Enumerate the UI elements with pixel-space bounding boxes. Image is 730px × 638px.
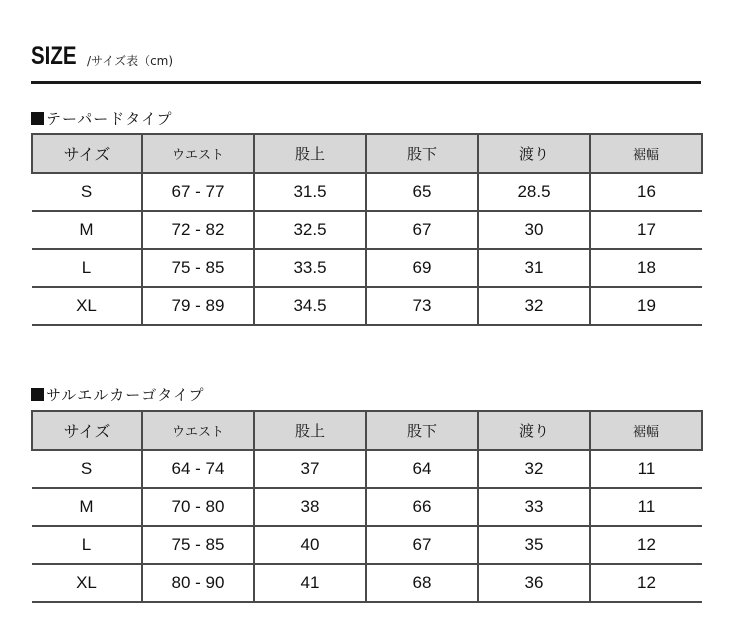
cell-rise: 40 [254, 526, 366, 564]
cell-inseam: 69 [366, 249, 478, 287]
table-header-row [32, 411, 702, 450]
cell-hem: 12 [590, 526, 702, 564]
cell-hem: 12 [590, 564, 702, 602]
black-square-icon [31, 112, 44, 125]
page-title: SIZE [31, 42, 77, 70]
table-row [32, 287, 702, 325]
cell-thigh: 32 [478, 450, 590, 488]
table-row [32, 488, 702, 526]
cell-size: S [32, 173, 142, 211]
cell-waist: 64 - 74 [142, 450, 254, 488]
cell-hem: 11 [590, 450, 702, 488]
cell-hem: 19 [590, 287, 702, 325]
table-row [32, 450, 702, 488]
cell-size: S [32, 450, 142, 488]
cell-inseam: 68 [366, 564, 478, 602]
cell-inseam: 67 [366, 526, 478, 564]
column-header-hem: 裾幅 [590, 411, 702, 450]
black-square-icon [31, 388, 44, 401]
cell-rise: 31.5 [254, 173, 366, 211]
cell-waist: 75 - 85 [142, 526, 254, 564]
column-header-rise: 股上 [254, 411, 366, 450]
column-header-thigh: 渡り [478, 134, 590, 173]
section-label-sarouel-cargo [31, 384, 205, 405]
cell-rise: 33.5 [254, 249, 366, 287]
section-label-text: サルエルカーゴタイプ [46, 386, 205, 404]
cell-waist: 79 - 89 [142, 287, 254, 325]
cell-waist: 75 - 85 [142, 249, 254, 287]
cell-thigh: 31 [478, 249, 590, 287]
cell-hem: 17 [590, 211, 702, 249]
column-header-thigh: 渡り [478, 411, 590, 450]
cell-thigh: 33 [478, 488, 590, 526]
table-header-row [32, 134, 702, 173]
cell-inseam: 64 [366, 450, 478, 488]
column-header-inseam: 股下 [366, 134, 478, 173]
table-row [32, 526, 702, 564]
cell-thigh: 28.5 [478, 173, 590, 211]
cell-rise: 34.5 [254, 287, 366, 325]
section-label-tapered [31, 108, 173, 129]
table-row [32, 564, 702, 602]
cell-waist: 72 - 82 [142, 211, 254, 249]
page-subtitle: /サイズ表（cm) [87, 54, 174, 68]
cell-waist: 67 - 77 [142, 173, 254, 211]
cell-inseam: 67 [366, 211, 478, 249]
cell-size: M [32, 488, 142, 526]
cell-waist: 80 - 90 [142, 564, 254, 602]
cell-hem: 16 [590, 173, 702, 211]
cell-inseam: 65 [366, 173, 478, 211]
cell-rise: 37 [254, 450, 366, 488]
column-header-waist: ウエスト [142, 411, 254, 450]
cell-inseam: 66 [366, 488, 478, 526]
column-header-size: サイズ [32, 411, 142, 450]
column-header-rise: 股上 [254, 134, 366, 173]
cell-hem: 18 [590, 249, 702, 287]
cell-size: XL [32, 287, 142, 325]
cell-hem: 11 [590, 488, 702, 526]
cell-rise: 38 [254, 488, 366, 526]
cell-thigh: 35 [478, 526, 590, 564]
cell-inseam: 73 [366, 287, 478, 325]
column-header-hem: 裾幅 [590, 134, 702, 173]
column-header-inseam: 股下 [366, 411, 478, 450]
cell-thigh: 36 [478, 564, 590, 602]
page-header [31, 40, 701, 84]
section-label-text: テーパードタイプ [46, 110, 173, 128]
cell-rise: 32.5 [254, 211, 366, 249]
cell-rise: 41 [254, 564, 366, 602]
cell-size: L [32, 249, 142, 287]
column-header-size: サイズ [32, 134, 142, 173]
cell-size: XL [32, 564, 142, 602]
cell-size: M [32, 211, 142, 249]
table-row [32, 211, 702, 249]
column-header-waist: ウエスト [142, 134, 254, 173]
table-row [32, 249, 702, 287]
cell-thigh: 32 [478, 287, 590, 325]
cell-thigh: 30 [478, 211, 590, 249]
cell-waist: 70 - 80 [142, 488, 254, 526]
size-table-tapered [31, 133, 703, 326]
size-table-sarouel-cargo [31, 410, 703, 603]
table-row [32, 173, 702, 211]
cell-size: L [32, 526, 142, 564]
